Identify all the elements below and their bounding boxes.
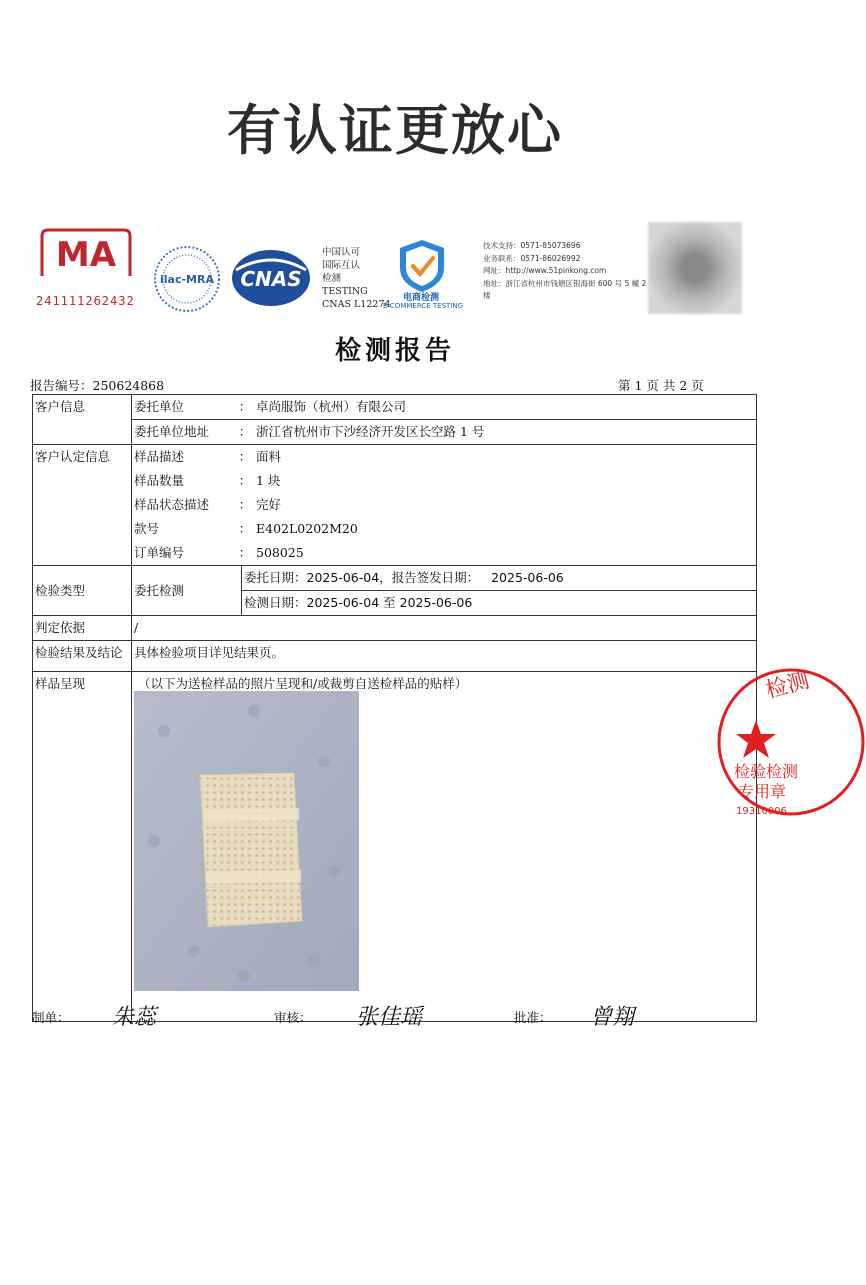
- sample-qty-value: 1 块: [256, 473, 281, 488]
- fabric-sample-image: [134, 691, 359, 991]
- colon: ：: [238, 424, 252, 439]
- client-addr-subtable: [132, 420, 756, 444]
- page-indicator: 第 1 页 共 2 页: [618, 378, 704, 393]
- commission-line: [242, 566, 756, 591]
- cnas-logo: [230, 248, 312, 308]
- table-row: [33, 420, 757, 445]
- report-number-value: 250624868: [92, 378, 165, 393]
- page-headline: 有认证更放心: [227, 99, 563, 162]
- table-row: [33, 566, 757, 616]
- ecommerce-testing-en: E-COMMERCE TESTING: [382, 302, 464, 310]
- sample-photo-label: 样品呈现: [33, 672, 132, 1022]
- test-date-label: 检测日期：: [244, 595, 307, 610]
- client-label: 委托单位: [134, 399, 185, 414]
- inspection-type-value: 委托检测: [132, 566, 242, 616]
- sample-photo-note: （以下为送检样品的照片呈现和/或裁剪自送检样品的贴样）: [132, 672, 757, 1022]
- client-addr-value: 浙江省杭州市下沙经济开发区长空路 1 号: [256, 424, 485, 439]
- colon: ：: [238, 473, 252, 488]
- sample-desc-label: 样品描述: [134, 449, 185, 464]
- qr-code: [648, 222, 742, 314]
- colon: ：: [238, 399, 252, 414]
- report-title: 检测报告: [334, 336, 455, 366]
- sample-info-subtable: [132, 445, 756, 565]
- basis-value: /: [132, 616, 757, 641]
- colon: ：: [238, 497, 252, 512]
- approve-signature: 曾翔: [590, 1005, 635, 1030]
- ilac-logo-text: ilac-MRA: [160, 273, 214, 286]
- ilac-mra-logo: [152, 244, 222, 314]
- prepared-signature: 朱蕊: [112, 1005, 157, 1030]
- cnas-line: TESTING: [322, 286, 368, 297]
- result-label: 检验结果及结论: [33, 641, 132, 672]
- cma-logo-text: MA: [55, 235, 117, 275]
- review-label: 审核：: [274, 1010, 312, 1025]
- table-row: [33, 445, 757, 566]
- official-stamp: [716, 662, 866, 822]
- commission-date-label: 委托日期：: [244, 570, 307, 585]
- stamp-bottom-text: 专用章: [738, 782, 787, 801]
- cnas-line: 中国认可: [322, 247, 361, 258]
- contact-info: [483, 240, 648, 303]
- table-row: [33, 616, 757, 641]
- cma-logo: [38, 228, 134, 278]
- order-no-value: 508025: [256, 545, 304, 560]
- commission-date-value: 2025-06-04，: [306, 570, 392, 585]
- logo-strip: [36, 228, 756, 318]
- website-line: 网址：http://www.51pinkong.com: [483, 266, 607, 275]
- cma-number: 241111262432: [36, 294, 135, 308]
- colon: ：: [238, 449, 252, 464]
- test-date-to-word: 至: [383, 595, 396, 610]
- report-number-label: 报告编号：: [30, 378, 93, 393]
- issue-date-value: 2025-06-06: [491, 570, 564, 585]
- sample-desc-value: 面料: [256, 449, 282, 464]
- test-date-from: 2025-06-04: [306, 595, 380, 610]
- business-line: 业务联系：0571-86026992: [483, 253, 581, 263]
- dates-cell: [242, 566, 757, 616]
- client-addr-label: 委托单位地址: [134, 424, 210, 439]
- stamp-middle-text: 检验检测: [734, 762, 799, 781]
- style-no-value: E402L0202M20: [256, 521, 358, 536]
- client-addr-cell: [132, 420, 757, 445]
- cnas-line: 国际互认: [322, 260, 361, 271]
- cnas-logo-text: CNAS: [240, 267, 302, 291]
- test-date-to: 2025-06-06: [399, 595, 473, 610]
- sample-photo: [134, 691, 359, 991]
- cnas-line: 检测: [322, 273, 342, 284]
- client-value: 卓尚服饰（杭州）有限公司: [256, 399, 407, 414]
- inspection-type-label: 检验类型: [33, 566, 132, 616]
- tech-support-line: 技术支持：0571-85073696: [483, 241, 581, 250]
- style-no-label: 款号: [134, 521, 160, 536]
- approve-label: 批准：: [514, 1010, 552, 1025]
- colon: ：: [238, 521, 252, 536]
- order-no-label: 订单编号: [134, 545, 185, 560]
- customer-info-label: 客户信息: [33, 395, 132, 445]
- issue-date-label: 报告签发日期：: [391, 570, 480, 585]
- review-signature: 张佳瑶: [356, 1005, 423, 1030]
- colon: ：: [238, 545, 252, 560]
- customer-info-subtable: [132, 395, 756, 419]
- prepared-label: 制单：: [32, 1010, 70, 1025]
- basis-label: 判定依据: [33, 616, 132, 641]
- stamp-top-text: 检测: [763, 668, 813, 704]
- star-icon: [736, 720, 776, 758]
- address-line: 地址：浙江省杭州市钱塘区银海街 600 号 5 幢 2 楼: [483, 278, 647, 300]
- sample-state-label: 样品状态描述: [134, 497, 210, 512]
- result-value: 具体检验项目详见结果页。: [132, 641, 757, 672]
- sample-state-value: 完好: [256, 497, 282, 512]
- table-row: [33, 641, 757, 672]
- report-number: [30, 376, 164, 394]
- stamp-number: 19310006: [736, 806, 787, 817]
- table-row: [33, 395, 757, 420]
- customer-info-cell: [132, 395, 757, 420]
- cnas-line: CNAS L12274: [322, 299, 391, 310]
- ecommerce-testing-cn: 电商检测: [402, 293, 439, 303]
- customer-confirm-label: 客户认定信息: [33, 445, 132, 566]
- test-date-line: [242, 591, 756, 615]
- customer-confirm-cell: [132, 445, 757, 566]
- sample-qty-label: 样品数量: [134, 473, 185, 488]
